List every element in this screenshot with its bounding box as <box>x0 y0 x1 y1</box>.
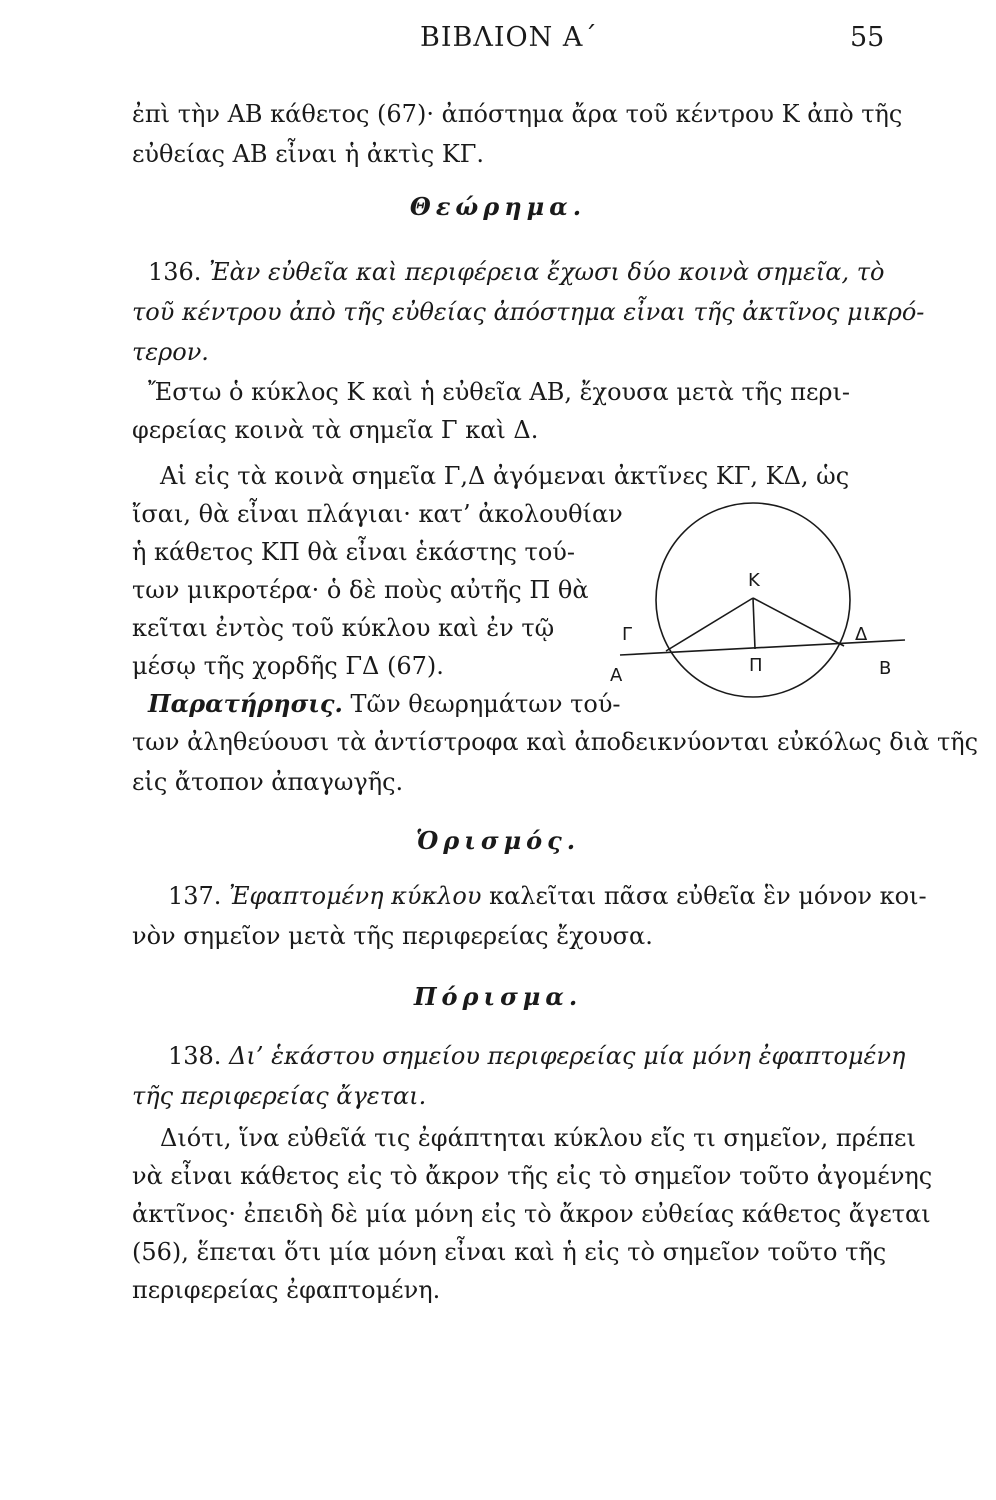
definition-text: νὸν σημεῖον μετὰ τῆς περιφερείας ἔχουσα. <box>132 922 653 950</box>
text-line: εὐθείας ΑΒ εἶναι ἡ ἀκτὶς ΚΓ. <box>132 140 485 168</box>
definition-number: 137. <box>168 882 222 910</box>
label-P: Π <box>749 655 763 676</box>
text-line: ἐπὶ τὴν ΑΒ κάθετος (67)· ἀπόστημα ἄρα τοῦ κέντρου Κ ἀπὸ τῆς <box>132 100 903 128</box>
proof-line: των μικροτέρα· ὁ δὲ ποὺς αὐτῆς Π θὰ <box>132 576 589 604</box>
page-number: 55 <box>850 22 885 53</box>
label-K: K <box>748 570 760 591</box>
definition-137-line <box>168 880 948 912</box>
heading-definition: Ὁρισμός. <box>415 826 581 855</box>
remark-label: Παρατήρησις. <box>148 689 343 718</box>
label-G: Γ <box>622 624 633 645</box>
heading-theorem: Θεώρημα. <box>409 192 587 221</box>
remark-text: εἰς ἄτοπον ἀπαγωγῆς. <box>132 768 404 796</box>
definition-text: καλεῖται πᾶσα εὐθεῖα ἓν μόνον κοι- <box>481 882 927 910</box>
corollary-number: 138. <box>168 1042 222 1070</box>
radius-KD <box>753 598 844 646</box>
heading-corollary: Πόρισμα. <box>413 982 583 1011</box>
label-D: Δ <box>855 624 868 645</box>
theorem-136-line <box>148 256 928 288</box>
circle-chord-figure <box>600 500 910 710</box>
final-line: Διότι, ἵνα εὐθεῖά τις ἐφάπτηται κύκλου εἴς τι σημεῖον, πρέπει <box>160 1124 916 1152</box>
label-A: Α <box>610 665 623 686</box>
theorem-text: τοῦ κέντρου ἀπὸ τῆς εὐθείας ἀπόστημα εἶναι τῆς ἀκτῖνος μικρό- <box>132 298 925 326</box>
final-line: νὰ εἶναι κάθετος εἰς τὸ ἄκρον τῆς εἰς τὸ σημεῖον τοῦτο ἀγομένης <box>132 1162 933 1190</box>
perpendicular-KP <box>753 598 755 649</box>
final-line: ἀκτῖνος· ἐπειδὴ δὲ μία μόνη εἰς τὸ ἄκρον εὐθείας κάθετος ἄγεται <box>132 1200 931 1228</box>
proof-line: κεῖται ἐντὸς τοῦ κύκλου καὶ ἐν τῷ <box>132 614 555 642</box>
proof-line: ἡ κάθετος ΚΠ θὰ εἶναι ἑκάστης τού- <box>132 538 575 566</box>
proof-line: ἴσαι, θὰ εἶναι πλάγιαι· κατ’ ἀκολουθίαν <box>132 500 623 528</box>
label-B: B <box>879 658 892 679</box>
corollary-text: τῆς περιφερείας ἄγεται. <box>132 1082 427 1110</box>
definition-term: Ἐφαπτομένη κύκλου <box>229 882 482 910</box>
corollary-text: Δι’ ἑκάστου σημείου περιφερείας μία μόνη ἐφαπτομένη <box>229 1042 906 1070</box>
proof-line: Αἱ εἰς τὰ κοινὰ σημεῖα Γ,Δ ἀγόμεναι ἀκτῖνες ΚΓ, ΚΔ, ὡς <box>160 462 850 490</box>
proof-line: φερείας κοινὰ τὰ σημεῖα Γ καὶ Δ. <box>132 416 539 444</box>
theorem-text: Ἐὰν εὐθεῖα καὶ περιφέρεια ἔχωσι δύο κοινὰ σημεῖα, τὸ <box>209 258 885 286</box>
proof-line: μέσῳ τῆς χορδῆς ΓΔ (67). <box>132 652 444 680</box>
theorem-number: 136. <box>148 258 202 286</box>
radius-KG <box>666 598 753 651</box>
running-head-title: ΒΙΒΛΙΟΝ Α΄ <box>420 22 598 53</box>
corollary-138-line <box>168 1040 948 1072</box>
final-line: (56), ἕπεται ὅτι μία μόνη εἶναι καὶ ἡ εἰς τὸ σημεῖον τοῦτο τῆς <box>132 1238 887 1266</box>
final-line: περιφερείας ἐφαπτομένη. <box>132 1276 441 1304</box>
theorem-text: τερον. <box>132 338 209 366</box>
remark-text: Τῶν θεωρημάτων τού- <box>342 690 621 718</box>
remark-text: των ἀληθεύουσι τὰ ἀντίστροφα καὶ ἀποδεικνύονται εὐκόλως διὰ τῆς <box>132 728 979 756</box>
figure-svg <box>600 500 910 710</box>
proof-line: Ἔστω ὁ κύκλος Κ καὶ ἡ εὐθεῖα ΑΒ, ἔχουσα μετὰ τῆς περι- <box>148 378 851 406</box>
